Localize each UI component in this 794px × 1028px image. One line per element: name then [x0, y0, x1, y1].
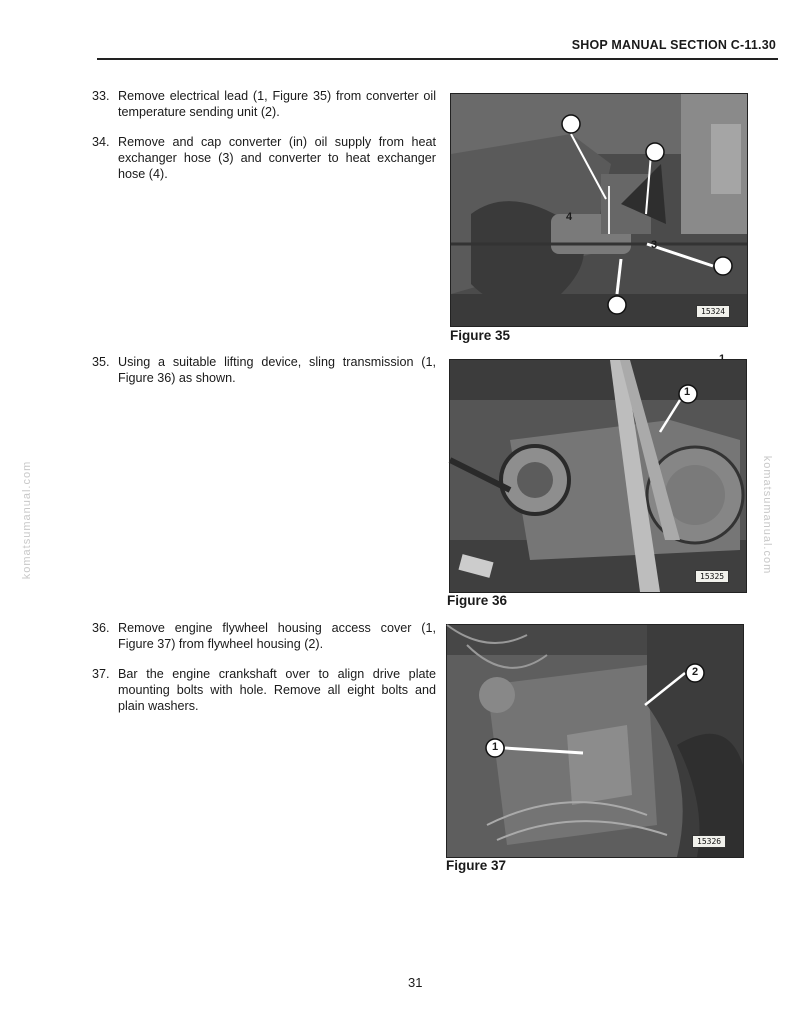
step-35	[92, 354, 436, 386]
step-36	[92, 620, 436, 652]
photo-id: 15326	[692, 835, 726, 848]
step-text: Remove and cap converter (in) oil supply from heat exchanger hose (3) and converter to heat exchanger hose (4).	[118, 135, 436, 181]
callout-3: 3	[651, 239, 658, 251]
step-37	[92, 666, 436, 714]
figure-36-photo	[449, 359, 747, 593]
figure-35-photo	[450, 93, 748, 327]
callout-1: 1	[684, 386, 691, 398]
step-33	[92, 88, 436, 120]
step-number: 37.	[92, 667, 110, 681]
figure-35-caption: Figure 35	[450, 328, 511, 343]
figure-36-caption: Figure 36	[447, 593, 508, 608]
watermark-right: komatsumanual.com	[761, 455, 773, 575]
step-number: 35.	[92, 355, 110, 369]
callout-4: 4	[566, 211, 573, 223]
photo-id: 15325	[695, 570, 729, 583]
step-number: 36.	[92, 621, 110, 635]
step-number: 33.	[92, 89, 110, 103]
photo-id: 15324	[696, 305, 730, 318]
page-number: 31	[408, 975, 423, 990]
callout-1: 1	[492, 741, 499, 753]
watermark-left: komatsumanual.com	[21, 460, 33, 580]
step-text: Using a suitable lifting device, sling transmission (1, Figure 36) as shown.	[118, 355, 436, 385]
step-text: Remove engine flywheel housing access cover (1, Figure 37) from flywheel housing (2).	[118, 621, 436, 651]
callout-2: 2	[692, 666, 699, 678]
step-number: 34.	[92, 135, 110, 149]
step-text: Remove electrical lead (1, Figure 35) from converter oil temperature sending unit (2).	[118, 89, 436, 119]
figure-35-illustration	[451, 94, 747, 326]
step-34	[92, 134, 436, 182]
figure-36-illustration	[450, 360, 746, 592]
step-text: Bar the engine crankshaft over to align drive plate mounting bolts with hole. Remove all eight bolts and plain washers.	[118, 667, 436, 713]
figure-37-caption: Figure 37	[446, 858, 507, 873]
figure-37-photo	[446, 624, 744, 858]
section-title: SHOP MANUAL SECTION C-11.30	[571, 38, 776, 52]
header-rule	[97, 58, 778, 60]
